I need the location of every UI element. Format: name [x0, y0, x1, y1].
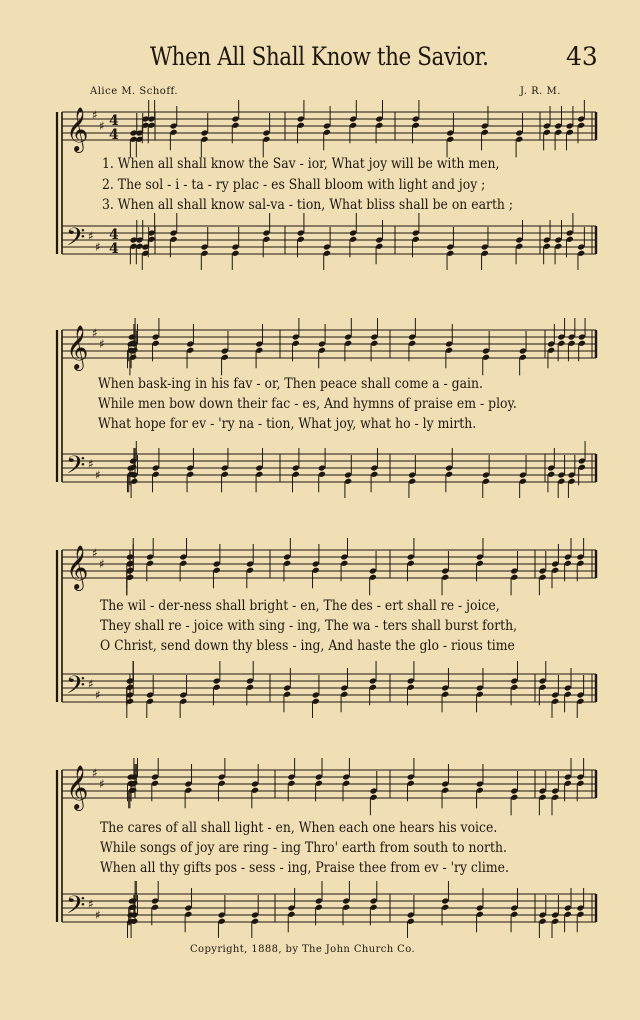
lyric-verse-3: O Christ, send down thy bless - ing, And haste the glo - rious time	[100, 638, 515, 654]
sharp-icon: ♯	[95, 240, 101, 254]
lyric-verse-2: While men bow down their fac - es, And hymns of praise em - ploy.	[98, 396, 517, 412]
treble-clef-icon: 𝄞	[66, 545, 89, 589]
hymn-title: When All Shall Know the Savior.	[150, 42, 489, 71]
sharp-icon: ♯	[95, 908, 101, 922]
treble-clef-icon: 𝄞	[66, 325, 89, 369]
sharp-icon: ♯	[99, 119, 105, 133]
time-signature: 4	[109, 113, 119, 129]
music-system-2	[0, 318, 640, 498]
sharp-icon: ♯	[88, 457, 94, 471]
sharp-icon: ♯	[95, 468, 101, 482]
bass-clef-icon: 𝄢	[66, 891, 86, 926]
lyric-verse-2: While songs of joy are ring - ing Thro' earth from south to north.	[100, 840, 507, 856]
sharp-icon: ♯	[88, 677, 94, 691]
lyric-verse-1: The wil - der-ness shall bright - en, The des - ert shall re - joice,	[100, 598, 500, 614]
lyric-verse-1: When bask-ing in his fav - or, Then peace shall come a - gain.	[98, 376, 483, 392]
time-signature: 4	[109, 241, 119, 257]
author-credit: Alice M. Schoff.	[90, 86, 179, 97]
page-number: 43	[566, 42, 598, 71]
lyric-verse-2: 2. The sol - i - ta - ry plac - es Shall bloom with light and joy ;	[102, 177, 486, 193]
music-system-1	[0, 100, 640, 270]
lyric-verse-1: The cares of all shall light - en, When each one hears his voice.	[100, 820, 498, 836]
copyright-notice: Copyright, 1888, by The John Church Co.	[190, 944, 416, 955]
music-system-3	[0, 538, 640, 718]
time-signature: 4	[109, 227, 119, 243]
sharp-icon: ♯	[92, 326, 98, 340]
bass-clef-icon: 𝄢	[66, 223, 86, 258]
bass-clef-icon: 𝄢	[66, 451, 86, 486]
sharp-icon: ♯	[99, 337, 105, 351]
sharp-icon: ♯	[92, 546, 98, 560]
lyric-verse-3: When all thy gifts pos - sess - ing, Praise thee from ev - 'ry clime.	[100, 860, 509, 876]
music-system-4	[0, 758, 640, 938]
sharp-icon: ♯	[88, 229, 94, 243]
lyric-verse-3: What hope for ev - 'ry na - tion, What joy, what ho - ly mirth.	[98, 416, 477, 432]
composer-credit: J. R. M.	[520, 86, 561, 97]
sharp-icon: ♯	[95, 688, 101, 702]
sharp-icon: ♯	[92, 108, 98, 122]
treble-clef-icon: 𝄞	[66, 107, 89, 151]
sharp-icon: ♯	[99, 777, 105, 791]
bass-clef-icon: 𝄢	[66, 671, 86, 706]
lyric-verse-3: 3. When all shall know sal-va - tion, What bliss shall be on earth ;	[102, 197, 514, 213]
time-signature: 4	[109, 127, 119, 143]
sharp-icon: ♯	[88, 897, 94, 911]
lyric-verse-1: 1. When all shall know the Sav - ior, What joy will be with men,	[102, 156, 500, 172]
treble-clef-icon: 𝄞	[66, 765, 89, 809]
sharp-icon: ♯	[92, 766, 98, 780]
lyric-verse-2: They shall re - joice with sing - ing, The wa - ters shall burst forth,	[100, 618, 518, 634]
sharp-icon: ♯	[99, 557, 105, 571]
